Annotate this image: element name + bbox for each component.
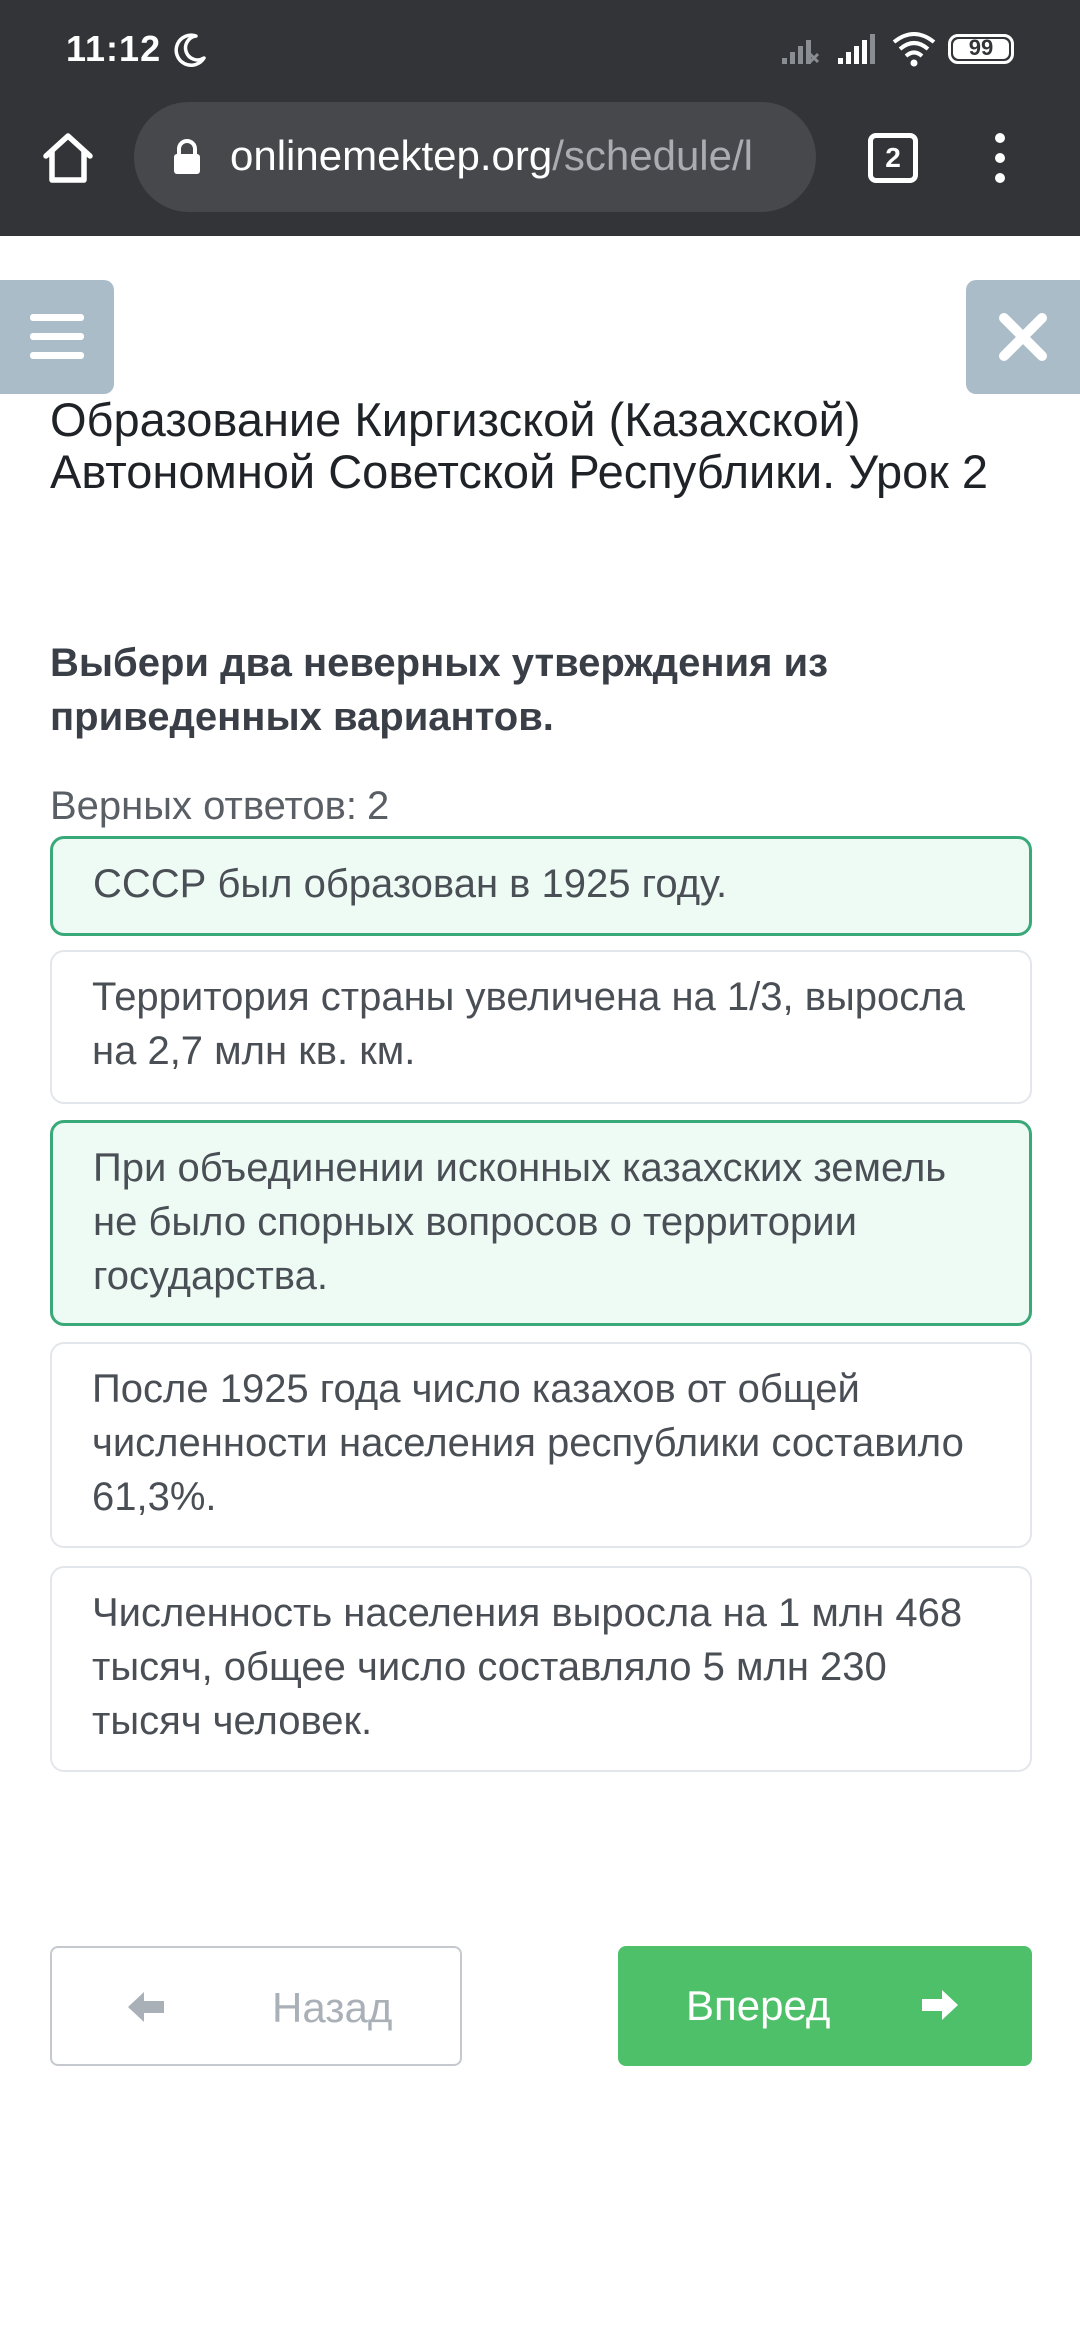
url-path: /schedule/l — [552, 132, 753, 179]
signal-strength-icon — [836, 32, 876, 66]
next-button[interactable] — [618, 1946, 1032, 2066]
answer-option-3[interactable] — [50, 1120, 1032, 1326]
close-icon — [966, 280, 1080, 394]
answer-option-text: Численность населения выросла на 1 млн 468 тысяч, общее число составляло 5 млн 230 тысяч человек. — [92, 1591, 963, 1743]
address-bar[interactable] — [134, 102, 816, 212]
lock-icon — [172, 138, 202, 176]
correct-answers-count — [50, 784, 389, 829]
back-button-label: Назад — [272, 1984, 393, 2031]
battery-indicator — [948, 34, 1014, 64]
back-button[interactable] — [50, 1946, 462, 2066]
answer-option-text: После 1925 года число казахов от общей численности населения республики составило 61,3%. — [92, 1367, 964, 1519]
answer-option-text: При объединении исконных казахских земель не было спорных вопросов о территории государства. — [93, 1146, 947, 1298]
browser-toolbar — [0, 96, 1080, 236]
status-bar — [0, 0, 1080, 96]
answer-option-5[interactable] — [50, 1566, 1032, 1772]
answer-option-text: Территория страны увеличена на 1/3, выросла на 2,7 млн кв. км. — [92, 975, 965, 1073]
menu-button[interactable] — [0, 280, 114, 394]
signal-no-service-icon — [780, 32, 820, 66]
correct-count-label: Верных ответов: — [50, 784, 358, 828]
arrow-right-icon — [918, 1986, 962, 2024]
answer-option-1[interactable] — [50, 836, 1032, 936]
home-icon[interactable] — [38, 128, 98, 188]
wifi-icon — [892, 30, 936, 68]
answer-option-2[interactable] — [50, 950, 1032, 1104]
close-button[interactable] — [966, 280, 1080, 394]
more-options-icon[interactable] — [990, 128, 1010, 188]
hamburger-icon — [0, 280, 114, 394]
question-prompt: Выбери два неверных утверждения из приведенных вариантов. — [50, 641, 828, 739]
status-time: 11:12 — [66, 28, 162, 69]
url-host: onlinemektep.org — [230, 132, 553, 179]
correct-count-value: 2 — [367, 784, 390, 828]
moon-icon — [170, 30, 210, 70]
tab-switcher-button[interactable]: 2 — [868, 133, 918, 183]
arrow-left-icon — [124, 1988, 168, 2026]
next-button-label: Вперед — [686, 1982, 831, 2029]
battery-level: 99 — [968, 35, 994, 60]
answer-option-4[interactable] — [50, 1342, 1032, 1548]
url-text — [230, 132, 753, 180]
answer-option-text: СССР был образован в 1925 году. — [93, 862, 728, 906]
lesson-title: Образование Киргизской (Казахской) Автономной Советской Республики. Урок 2 — [50, 393, 988, 498]
